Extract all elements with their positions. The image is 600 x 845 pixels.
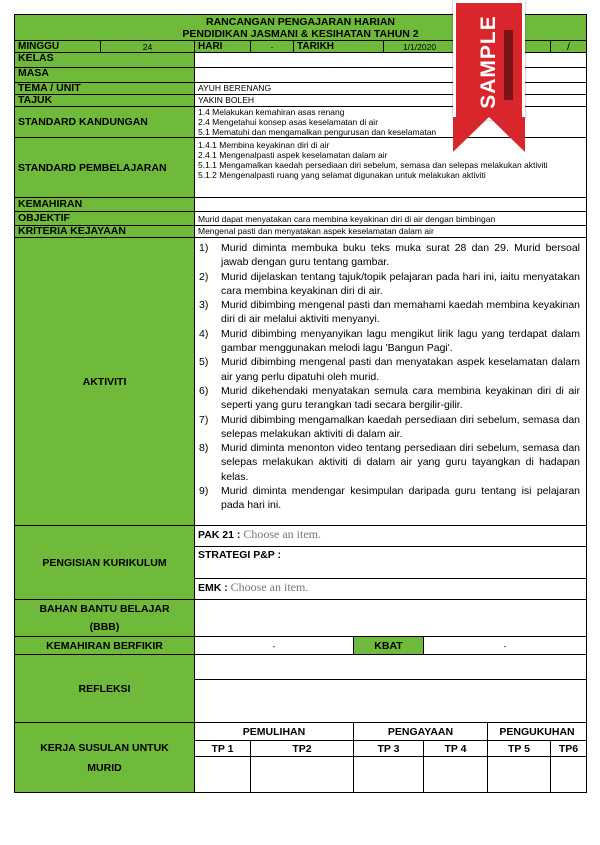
pak21-label: PAK 21 :	[198, 529, 241, 541]
sp-item: 1.4.1 Membina keyakinan diri di air	[198, 140, 330, 150]
pemulihan-header: PEMULIHAN	[195, 723, 354, 741]
tp4-header: TP 4	[424, 741, 488, 757]
pak21-dropdown[interactable]: Choose an item.	[243, 527, 321, 541]
pengisian-kurikulum-label: PENGISIAN KURIKULUM	[15, 526, 195, 600]
ribbon-tip-left	[453, 117, 489, 152]
list-item: 8) Murid diminta menonton video tentang persediaan diri sebelum, semasa dan selepas melakukan aktiviti di dalam air yang guru tayangkan di hadapan kelas.	[199, 442, 581, 483]
pengukuhan-header: PENGUKUHAN	[488, 723, 587, 741]
refleksi-label: REFLEKSI	[15, 655, 195, 723]
sk-item: 5.1 Mematuhi dan mengamalkan pengurusan dan keselamatan	[198, 127, 437, 137]
pengayaan-header: PENGAYAAN	[354, 723, 488, 741]
kemahiran-value[interactable]	[195, 198, 587, 212]
tarikh-label: TARIKH	[294, 41, 384, 53]
standard-pembelajaran-label: STANDARD PEMBELAJARAN	[15, 138, 195, 198]
pak21-field[interactable]	[195, 526, 587, 547]
ribbon-tag	[504, 30, 513, 100]
kemahiran-berfikir-value: -	[195, 637, 354, 655]
list-item: 2) Murid dijelaskan tentang tajuk/topik pelajaran pada hari ini, iaitu menyatakan cara membina keyakinan diri di air.	[199, 270, 581, 297]
emk-dropdown[interactable]: Choose an item.	[230, 580, 309, 594]
hari-value: -	[251, 41, 294, 53]
sp-item: 5.1.2 Mengenalpasti ruang yang selamat digunakan untuk melakukan aktiviti	[198, 170, 486, 180]
kemahiran-label: KEMAHIRAN	[15, 198, 195, 212]
kemahiran-berfikir-label: KEMAHIRAN BERFIKIR	[15, 637, 195, 655]
ribbon-tip-right	[489, 117, 525, 152]
sp-item: 5.1.1 Mengamalkan kaedah persediaan diri sebelum, semasa dan selepas melakukan aktiviti	[198, 160, 548, 170]
tarikh-value: 1/1/2020	[384, 41, 456, 53]
standard-pembelajaran-value	[195, 138, 587, 198]
tp4-cell[interactable]	[424, 757, 488, 793]
minggu-label: MINGGU	[15, 41, 101, 53]
sk-item: 1.4 Melakukan kemahiran asas renang	[198, 107, 345, 117]
sample-ribbon	[453, 0, 525, 152]
aktiviti-content	[195, 238, 587, 526]
sample-watermark-text: SAMPLE	[477, 15, 500, 109]
masa-label: MASA	[15, 68, 195, 83]
refleksi-line-2[interactable]	[195, 680, 587, 723]
refleksi-line-1[interactable]	[195, 655, 587, 680]
header-slash: /	[551, 41, 587, 53]
list-item: 7) Murid dibimbing mengamalkan kaedah persediaan diri sebelum, semasa dan selepas melakukan aktiviti di dalam air.	[199, 413, 581, 440]
strategi-label: STRATEGI P&P :	[198, 549, 282, 561]
title-line-1: RANCANGAN PENGAJARAN HARIAN	[206, 16, 396, 28]
tp3-header: TP 3	[354, 741, 424, 757]
kriteria-value: Mengenal pasti dan menyatakan aspek keselamatan dalam air	[195, 226, 587, 238]
tp1-cell[interactable]	[195, 757, 251, 793]
aktiviti-label: AKTIVITI	[15, 238, 195, 526]
list-item: 4) Murid dibimbing menyanyikan lagu mengikut lirik lagu yang terdapat dalam gambar menggunakan melodi lagu 'Bangun Pagi'.	[199, 327, 581, 355]
hari-label: HARI	[195, 41, 251, 53]
tp5-cell[interactable]	[488, 757, 551, 793]
kbat-label: KBAT	[354, 637, 424, 655]
tp5-header: TP 5	[488, 741, 551, 757]
aktiviti-list	[199, 241, 580, 513]
list-item: 9) Murid diminta mendengar kesimpulan daripada guru tentang isi pelajaran pada hari ini.	[199, 485, 581, 512]
kelas-value[interactable]	[195, 53, 587, 68]
tp3-cell[interactable]	[354, 757, 424, 793]
tajuk-value: YAKIN BOLEH	[195, 95, 587, 107]
tajuk-label: TAJUK	[15, 95, 195, 107]
objektif-label: OBJEKTIF	[15, 212, 195, 226]
list-item: 3) Murid dibimbing mengenal pasti dan memahami kaedah membina keyakinan diri di air melalui aktiviti menyanyi.	[199, 299, 581, 326]
tema-label: TEMA / UNIT	[15, 83, 195, 95]
tp2-cell[interactable]	[251, 757, 354, 793]
bbb-label: BAHAN BANTU BELAJAR (BBB)	[15, 600, 195, 637]
kbat-value: -	[424, 637, 587, 655]
title-line-2: PENDIDIKAN JASMANI & KESIHATAN TAHUN 2	[182, 28, 419, 40]
list-item: 6) Murid dikehendaki menyatakan semula cara membina keyakinan diri di air seperti yang guru terangkan tadi secara bergilir-gilir.	[199, 384, 581, 412]
tp6-cell[interactable]	[551, 757, 587, 793]
emk-label: EMK :	[198, 582, 228, 594]
kriteria-label: KRITERIA KEJAYAAN	[15, 226, 195, 238]
minggu-value: 24	[101, 41, 195, 53]
sp-item: 2.4.1 Mengenalpasti aspek keselamatan dalam air	[198, 150, 388, 160]
tp6-header: TP6	[551, 741, 587, 757]
bbb-value[interactable]	[195, 600, 587, 637]
emk-field[interactable]	[195, 579, 587, 600]
objektif-value: Murid dapat menyatakan cara membina keyakinan diri di air dengan bimbingan	[195, 212, 587, 226]
tp1-header: TP 1	[195, 741, 251, 757]
strategi-field[interactable]	[195, 547, 587, 579]
tp2-header: TP2	[251, 741, 354, 757]
sk-item: 2.4 Mengetahui konsep asas keselamatan di air	[198, 117, 379, 127]
kelas-label: KELAS	[15, 53, 195, 68]
standard-kandungan-label: STANDARD KANDUNGAN	[15, 107, 195, 138]
standard-kandungan-value	[195, 107, 587, 138]
kerja-susulan-label: KERJA SUSULAN UNTUK MURID	[15, 723, 195, 793]
list-item: 1) Murid diminta membuka buku teks muka surat 28 dan 29. Murid bersoal jawab dengan guru tentang gambar.	[199, 242, 581, 269]
masa-value[interactable]	[195, 68, 587, 83]
tema-value: AYUH BERENANG	[195, 83, 587, 95]
list-item: 5) Murid dibimbing mengenal pasti dan menyatakan aspek keselamatan dalam air yang perlu dipatuhi oleh murid.	[199, 356, 581, 383]
